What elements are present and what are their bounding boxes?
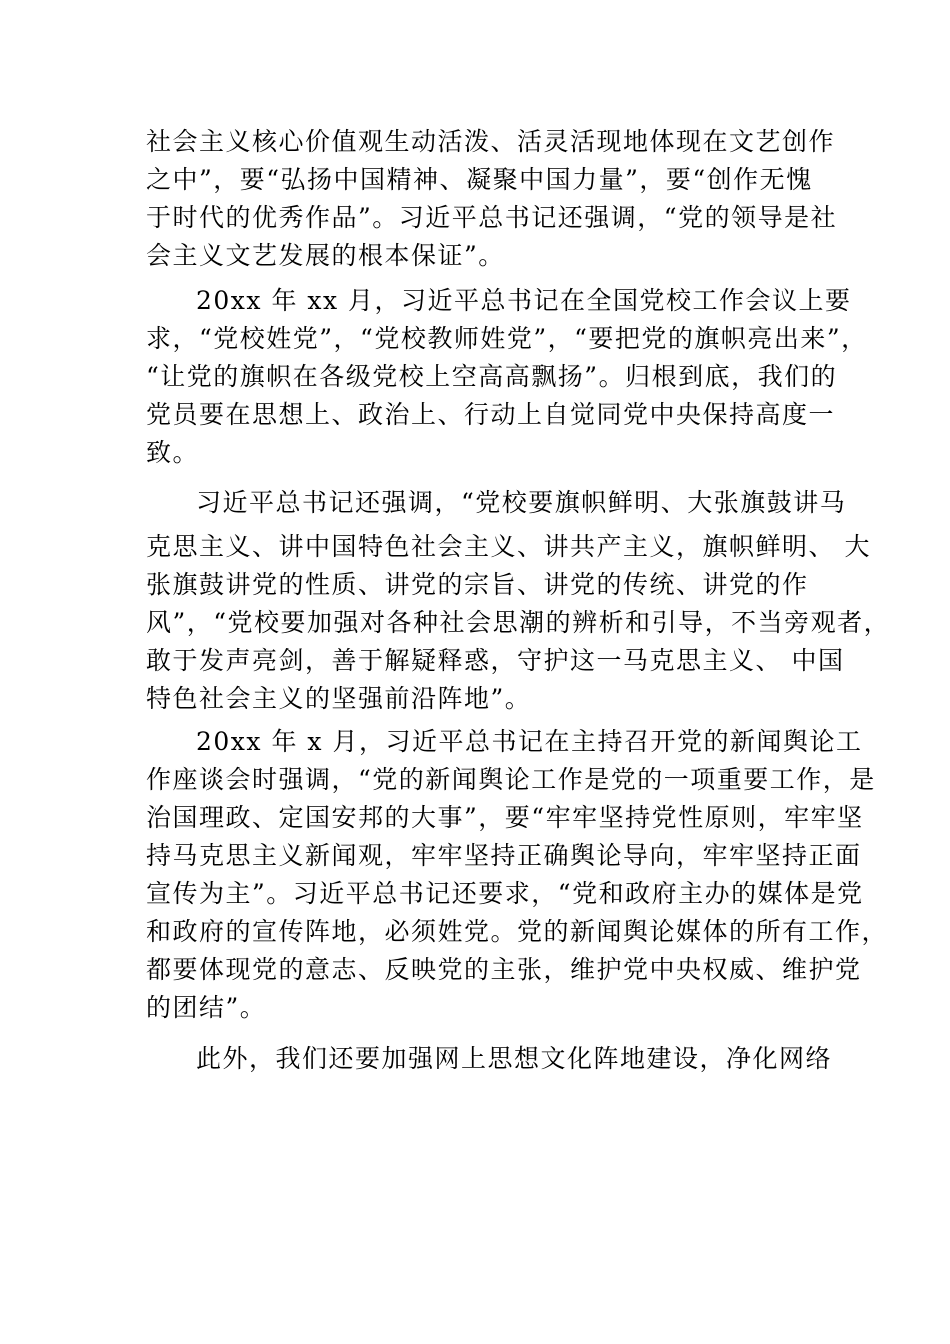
paragraph-line: 致。 (146, 438, 200, 467)
paragraph-line: 习近平总书记还强调，“党校要旗帜鲜明、大张旗鼓讲马 (196, 488, 847, 517)
paragraph-line: 敢于发声亮剑，善于解疑释惑，守护这一马克思主义、 中国 (146, 646, 845, 675)
paragraph-line: 作座谈会时强调，“党的新闻舆论工作是党的一项重要工作，是 (146, 765, 876, 794)
paragraph-line: 持马克思主义新闻观，牢牢坚持正确舆论导向，牢牢坚持正面 (146, 841, 862, 870)
paragraph-line: 宣传为主”。习近平总书记还要求，“党和政府主办的媒体是党 (146, 879, 864, 908)
paragraph-5 (146, 1040, 833, 1078)
paragraph-line: 风”，“党校要加强对各种社会思潮的辨析和引导，不当旁观者， (146, 608, 891, 637)
paragraph-line: 特色社会主义的坚强前沿阵地”。 (146, 684, 532, 713)
paragraph-2 (146, 282, 868, 472)
paragraph-line: 社会主义核心价值观生动活泼、活灵活现地体现在文艺创作 (146, 127, 836, 156)
paragraph-line: 党员要在思想上、政治上、行动上自觉同党中央保持高度一 (146, 400, 836, 429)
paragraph-line: 治国理政、定国安邦的大事”，要“牢牢坚持党性原则，牢牢坚 (146, 803, 864, 832)
paragraph-3 (146, 478, 891, 718)
paragraph-line: “让党的旗帜在各级党校上空高高飘扬”。归根到底，我们的 (146, 362, 838, 391)
paragraph-line: 于时代的优秀作品”。习近平总书记还强调，“党的领导是社 (146, 203, 838, 232)
paragraph-line: 张旗鼓讲党的性质、讲党的宗旨、讲党的传统、讲党的作 (146, 570, 809, 599)
paragraph-line: 的团结”。 (146, 993, 267, 1022)
paragraph-line: 20xx 年 x 月，习近平总书记在主持召开党的新闻舆论工 (196, 727, 863, 756)
paragraph-line: 都要体现党的意志、反映党的主张，维护党中央权威、维护党 (146, 955, 862, 984)
paragraph-line: 会主义文艺发展的根本保证”。 (146, 241, 505, 270)
paragraph-line: 之中”，要“弘扬中国精神、凝聚中国力量”，要“创作无愧 (146, 165, 813, 194)
paragraph-line: 和政府的宣传阵地，必须姓党。党的新闻舆论媒体的所有工作， (146, 917, 889, 946)
paragraph-4 (146, 723, 889, 1027)
paragraph-line: 此外，我们还要加强网上思想文化阵地建设，净化网络 (196, 1044, 833, 1073)
paragraph-1 (146, 123, 838, 275)
paragraph-line: 20xx 年 xx 月，习近平总书记在全国党校工作会议上要 (196, 286, 852, 315)
paragraph-line: 克思主义、讲中国特色社会主义、讲共产主义，旗帜鲜明、 大 (146, 532, 871, 561)
paragraph-line: 求，“党校姓党”，“党校教师姓党”，“要把党的旗帜亮出来”， (146, 324, 868, 353)
